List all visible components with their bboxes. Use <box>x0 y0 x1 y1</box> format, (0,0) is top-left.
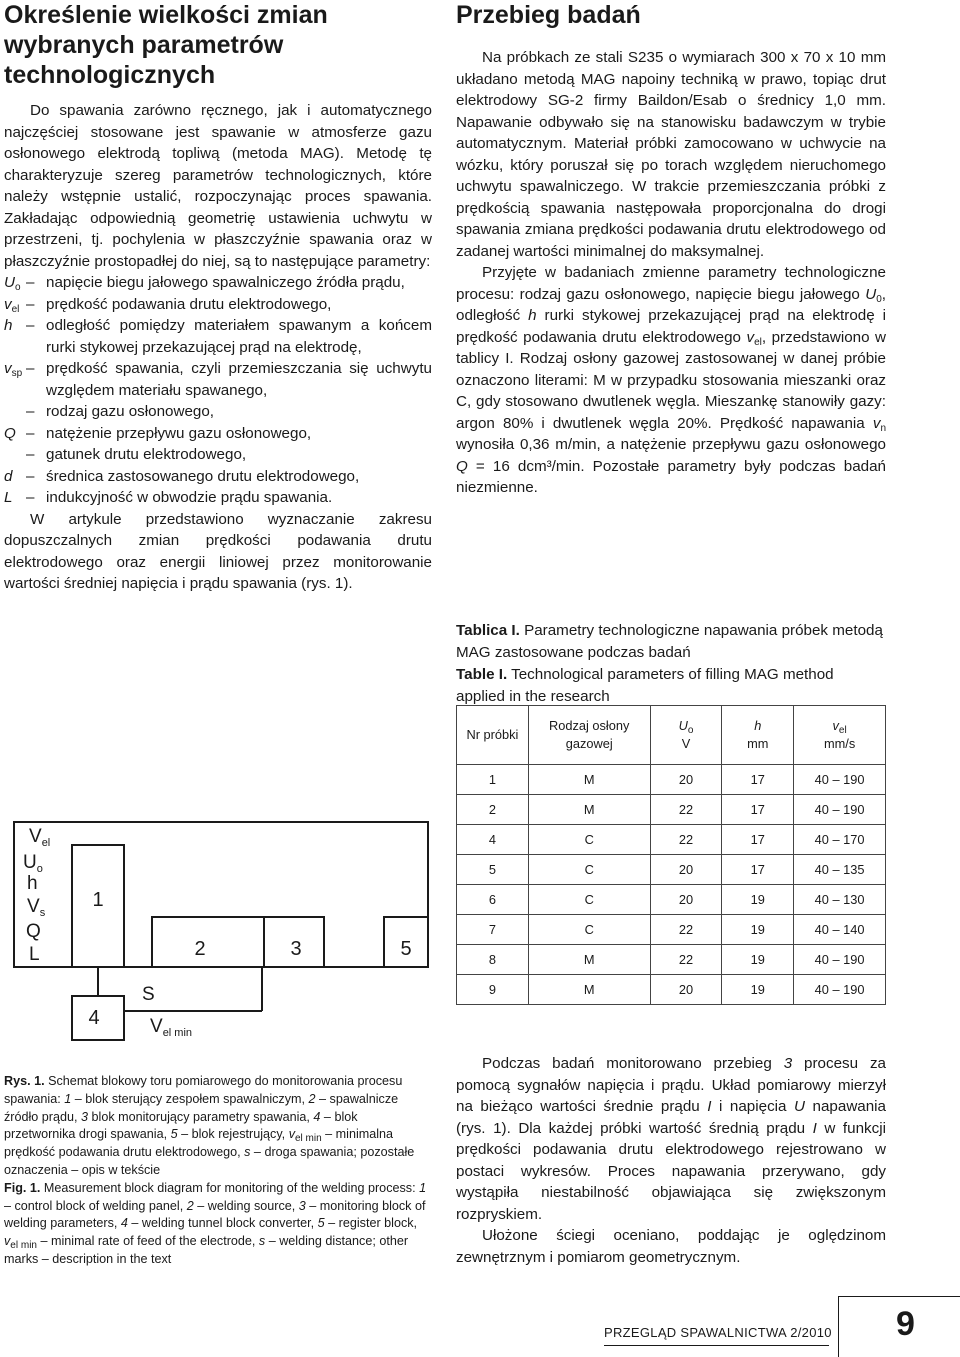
diagram-outer-frame <box>14 822 428 967</box>
header-gas: Rodzaj osłony gazowej <box>528 706 650 765</box>
cell-h: 17 <box>722 795 794 825</box>
parameter-symbol: $v_{sp}$ <box>4 360 23 379</box>
block-5-label: 5 <box>400 938 412 960</box>
parameter-item <box>4 466 432 488</box>
cell-nr: 2 <box>457 795 529 825</box>
table-header-row <box>457 706 886 765</box>
cell-h: 17 <box>722 825 794 855</box>
table-row <box>457 765 886 795</box>
parameter-symbol: Q <box>4 424 16 442</box>
parameters-table <box>456 705 886 1005</box>
diagram-label-vel-min: $V_{el min}$ <box>150 1016 193 1039</box>
intro-paragraph: Do spawania zarówno ręcznego, jak i automatycznego najczęściej stosowane jest spawanie w atmosferze gazu osłonowego elektrodą topliwą (metoda MAG). Metodę tę charakteryzuje szereg parametrów technologicznych, które należy wstępnie ustalić, rozpoczynając proces spawania. Zakładając odpowiednią geometrię ustawienia uchwytu w przestrzeni, tj. pochylenia w płaszczyźnie spawania oraz w płaszczyźnie prostopadłej do niej, są to następujące parametry: <box>4 102 432 270</box>
parameter-dash: – <box>26 403 35 420</box>
cell-uo: 22 <box>650 795 722 825</box>
table-row <box>457 825 886 855</box>
cell-uo: 22 <box>650 915 722 945</box>
footer-rule <box>604 1345 829 1346</box>
research-paragraph-4: Ułożone ściegi oceniano, poddając je oględzinom zewnętrznym i pomiarom geometrycznym. <box>456 1227 886 1266</box>
cell-gas: C <box>528 855 650 885</box>
parameter-description: natężenie przepływu gazu osłonowego, <box>46 424 312 442</box>
left-column-text <box>4 100 432 595</box>
page-number: 9 <box>896 1305 915 1343</box>
parameter-item <box>4 487 432 509</box>
parameter-symbol: d <box>4 467 13 485</box>
table-row <box>457 945 886 975</box>
cell-uo: 20 <box>650 885 722 915</box>
cell-gas: C <box>528 885 650 915</box>
block-2 <box>152 917 264 967</box>
cell-vel: 40 – 140 <box>794 915 886 945</box>
cell-h: 19 <box>722 915 794 945</box>
page-number-box <box>838 1296 960 1357</box>
research-paragraph-2: Przyjęte w badaniach zmienne parametry technologiczne procesu: rodzaj gazu osłonowego, napięcie biegu jałowego $U_0$, odległość h rurki stykowej przekazującej prąd na elektrodę i prędkość podawania drutu elektrodowego $v_{el}$, przedstawiono w tablicy I. Rodzaj osłony gazowej zastosowanej w danej próbie oznaczono literami: M w przypadku stosowania mieszanki oraz C, gdy stosowano dwutlenek węgla. Mieszankę stanowiły gazy: argon 80% i dwutlenek węgla 20%. Prędkość napawania $v_n$ wynosiła 0,36 m/min, a natężenie przepływu gazu osłonowego Q = 16 dcm³/min. Pozostałe parametry były podczas badań niezmienne. <box>456 264 887 496</box>
cell-gas: C <box>528 825 650 855</box>
parameter-item <box>4 358 432 401</box>
cell-nr: 7 <box>457 915 529 945</box>
parameter-description: odległość pomiędzy materiałem spawanym a końcem rurki stykowej przekazującej prąd na elektrodę, <box>46 317 432 356</box>
table-caption-en: Table I. Technological parameters of filling MAG method applied in the research <box>456 666 834 705</box>
cell-vel: 40 – 190 <box>794 975 886 1005</box>
figure-caption-pl: Rys. 1. Schemat blokowy toru pomiarowego do monitorowania procesu spawania: 1 – blok sterujący zespołem spawalniczym, 2 – spawalnicze źródło prądu, 3 blok monitorujący parametry spawania, 4 – blok przetwornika drogi spawania, 5 – blok rejestrujący, $v_{el min}$ – minimalna prędkość podawania drutu elektrodowego, s – droga spawania; pozostałe oznaczenia – opis w tekście <box>4 1074 415 1177</box>
block-diagram <box>0 800 440 1050</box>
parameter-dash: – <box>26 360 35 377</box>
section-title-left: Określenie wielkości zmian wybranych parametrów technologicznych <box>4 1 328 89</box>
cell-gas: M <box>528 765 650 795</box>
table-row <box>457 975 886 1005</box>
parameter-list <box>4 272 432 509</box>
section-title-right: Przebieg badań <box>456 1 641 29</box>
cell-uo: 22 <box>650 945 722 975</box>
parameter-dash: – <box>26 317 35 334</box>
parameter-dash: – <box>26 274 35 291</box>
cell-nr: 6 <box>457 885 529 915</box>
parameter-symbol: $v_{el}$ <box>4 295 20 315</box>
parameter-item <box>4 401 432 423</box>
cell-vel: 40 – 130 <box>794 885 886 915</box>
diagram-input-l: L <box>29 944 40 965</box>
cell-vel: 40 – 170 <box>794 825 886 855</box>
cell-uo: 22 <box>650 825 722 855</box>
parameter-description: średnica zastosowanego drutu elektrodowego, <box>46 467 360 485</box>
figure-caption <box>4 1073 432 1269</box>
parameter-symbol: L <box>4 489 13 506</box>
header-uo: $U_o$ V <box>650 706 722 765</box>
cell-gas: M <box>528 795 650 825</box>
cell-h: 19 <box>722 975 794 1005</box>
diagram-label-s: S <box>142 984 155 1005</box>
cell-nr: 1 <box>457 765 529 795</box>
cell-nr: 9 <box>457 975 529 1005</box>
cell-gas: M <box>528 975 650 1005</box>
parameter-symbol: $U_o$ <box>4 274 21 293</box>
parameter-description: prędkość podawania drutu elektrodowego, <box>46 295 332 313</box>
parameter-dash: – <box>26 446 35 463</box>
cell-nr: 4 <box>457 825 529 855</box>
cell-gas: M <box>528 945 650 975</box>
block-2-label: 2 <box>194 938 206 960</box>
cell-uo: 20 <box>650 855 722 885</box>
cell-h: 17 <box>722 855 794 885</box>
parameter-symbol: h <box>4 317 13 334</box>
cell-vel: 40 – 135 <box>794 855 886 885</box>
table-row <box>457 795 886 825</box>
parameter-description: napięcie biegu jałowego spawalniczego źródła prądu, <box>46 274 405 291</box>
parameter-description: prędkość spawania, czyli przemieszczania się uchwytu względem materiału spawanego, <box>46 360 432 399</box>
parameter-dash: – <box>26 467 35 485</box>
right-column-text-bottom <box>456 1053 886 1268</box>
cell-uo: 20 <box>650 975 722 1005</box>
parameter-dash: – <box>26 424 35 442</box>
header-nr: Nr próbki <box>457 706 529 765</box>
block-3-label: 3 <box>290 938 302 960</box>
cell-h: 19 <box>722 885 794 915</box>
table-row <box>457 855 886 885</box>
table-row <box>457 885 886 915</box>
block-1-label: 1 <box>92 889 104 911</box>
parameter-description: gatunek drutu elektrodowego, <box>46 446 247 463</box>
parameter-description: rodzaj gazu osłonowego, <box>46 403 215 420</box>
diagram-input-uo: $U_o$ <box>23 852 43 875</box>
parameter-item <box>4 272 432 294</box>
cell-vel: 40 – 190 <box>794 795 886 825</box>
cell-nr: 5 <box>457 855 529 885</box>
diagram-input-h: h <box>27 873 38 894</box>
parameter-item <box>4 315 432 358</box>
block-4-label: 4 <box>88 1007 100 1029</box>
cell-vel: 40 – 190 <box>794 945 886 975</box>
research-paragraph-3: Podczas badań monitorowano przebieg 3 procesu za pomocą sygnałów napięcia i prądu. Układ pomiarowy mierzył na bieżąco wartości średnie prądu I i napięcia U napawania (rys. 1). Dla każdej próbki wartość średnią prądu I w funkcji prędkości podawania drutu elektrodowego rejestrowano w postaci wykresów. Proces napawania przerywano, gdy wystąpiła niestabilność objawiająca się zwiększonym rozpryskiem. <box>456 1055 886 1223</box>
parameter-description: indukcyjność w obwodzie prądu spawania. <box>46 489 333 506</box>
table-row <box>457 915 886 945</box>
research-paragraph-1: Na próbkach ze stali S235 o wymiarach 300 x 70 x 10 mm układano metodą MAG napoiny techniką w prawo, topiąc drut elektrodowy SG-2 firmy Baildon/Esab o średnicy 1,0 mm. Napawanie odbywało się na stanowisku badawczym w trybie automatycznym. Materiał próbki zamocowano w uchwycie na wózku, który poruszał się po torach względem nieruchomego uchwytu spawalniczego. W trakcie przemieszczania próbki z prędkością spawania następowała proporcjonalna do drogi spawania zmiana prędkości podawania drutu elektrodowego od zadanej wartości minimalnej do maksymalnej. <box>456 49 886 260</box>
cell-h: 19 <box>722 945 794 975</box>
diagram-input-vs: $V_s$ <box>27 896 46 919</box>
figure-caption-en: Fig. 1. Measurement block diagram for monitoring of the welding process: 1 – control block of welding panel, 2 – welding source, 3 – monitoring block of welding parameters, 4 – welding tunnel block converter, 5 – register block, $v_{el min}$ – minimal rate of feed of the electrode, s – welding distance; other marks – description in the text <box>4 1180 427 1266</box>
journal-name: PRZEGLĄD SPAWALNICTWA 2/2010 <box>604 1325 832 1340</box>
cell-gas: C <box>528 915 650 945</box>
header-vel: $v_{el}$ mm/s <box>794 706 886 765</box>
diagram-input-vel: $V_{el}$ <box>29 826 51 849</box>
table-caption-pl: Tablica I. Parametry technologiczne napawania próbek metodą MAG zastosowane podczas badań <box>456 622 883 661</box>
table-caption <box>456 620 886 708</box>
parameter-item <box>4 444 432 466</box>
header-h: h mm <box>722 706 794 765</box>
parameter-dash: – <box>26 489 35 506</box>
cell-h: 17 <box>722 765 794 795</box>
cell-nr: 8 <box>457 945 529 975</box>
cell-vel: 40 – 190 <box>794 765 886 795</box>
parameter-item <box>4 294 432 316</box>
diagram-input-q: Q <box>26 921 41 942</box>
article-summary-paragraph: W artykule przedstawiono wyznaczanie zakresu dopuszczalnych zmian prędkości podawania drutu elektrodowego oraz energii liniowej przez monitorowanie wartości średniej napięcia i prądu spawania (rys. 1). <box>4 510 432 592</box>
parameter-item <box>4 423 432 445</box>
cell-uo: 20 <box>650 765 722 795</box>
right-column-text-top <box>456 47 886 499</box>
parameter-dash: – <box>26 295 35 313</box>
